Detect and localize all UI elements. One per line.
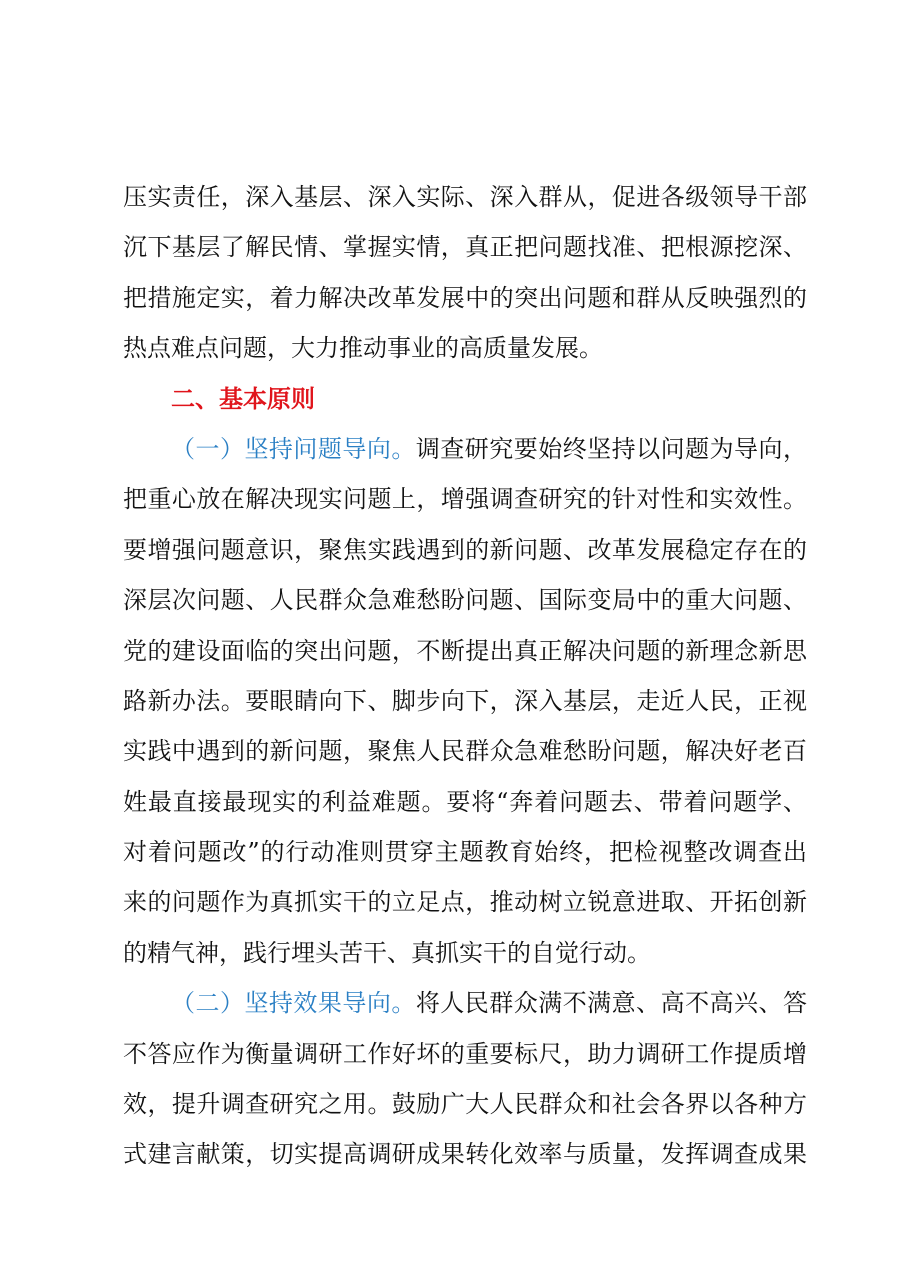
section-heading: 二、基本原则 [171, 384, 315, 413]
paragraph-line: 式建言献策，切实提高调研成果转化效率与质量，发挥调查成果 [123, 1140, 807, 1169]
document-body [123, 172, 807, 1180]
paragraph-line: 把措施定实，着力解决改革发展中的突出问题和群从反映强烈的 [123, 283, 807, 312]
paragraph-line: 深层次问题、人民群众急难愁盼问题、国际变局中的重大问题、 [123, 586, 807, 615]
paragraph-line: 路新办法。要眼睛向下、脚步向下，深入基层，走近人民，正视 [123, 686, 807, 715]
paragraph-line: 压实责任，深入基层、深入实际、深入群从，促进各级领导干部 [123, 183, 807, 211]
paragraph-line: 把重心放在解决现实问题上，增强调查研究的针对性和实效性。 [123, 485, 807, 514]
paragraph-first-line [123, 424, 807, 474]
intro-paragraph [123, 172, 807, 374]
principle-1-paragraph [123, 424, 807, 978]
paragraph-line: 对着问题改”的行动准则贯穿主题教育始终，把检视整改调查出 [123, 838, 807, 867]
paragraph-line: 沉下基层了解民情、掌握实情，真正把问题找准、把根源挖深、 [123, 233, 807, 262]
paragraph-line: 要增强问题意识，聚焦实践遇到的新问题、改革发展稳定存在的 [123, 535, 807, 564]
paragraph-line: 的精气神，践行埋头苦干、真抓实干的自觉行动。 [123, 938, 651, 967]
paragraph-line: 热点难点问题，大力推动事业的高质量发展。 [123, 334, 603, 363]
paragraph-line: 党的建设面临的突出问题，不断提出真正解决问题的新理念新思 [123, 636, 807, 665]
paragraph-line: 不答应作为衡量调研工作好坏的重要标尺，助力调研工作提质增 [123, 1039, 807, 1068]
principle-1-lead: （一）坚持问题导向。 [171, 434, 416, 463]
principle-2-lead: （二）坚持效果导向。 [171, 989, 416, 1018]
paragraph-first-line [123, 978, 807, 1028]
paragraph-line: 效，提升调查研究之用。鼓励广大人民群众和社会各界以各种方 [123, 1090, 807, 1119]
paragraph-line: 姓最直接最现实的利益难题。要将“奔着问题去、带着问题学、 [123, 787, 807, 816]
principle-2-first-rest: 将人民群众满不满意、高不高兴、答 [415, 989, 808, 1018]
principle-2-paragraph [123, 978, 807, 1180]
paragraph-line: 实践中遇到的新问题，聚焦人民群众急难愁盼问题，解决好老百 [123, 737, 807, 766]
paragraph-line: 来的问题作为真抓实干的立足点，推动树立锐意进取、开拓创新 [123, 888, 807, 917]
principle-1-first-rest: 调查研究要始终坚持以问题为导向， [415, 434, 808, 463]
